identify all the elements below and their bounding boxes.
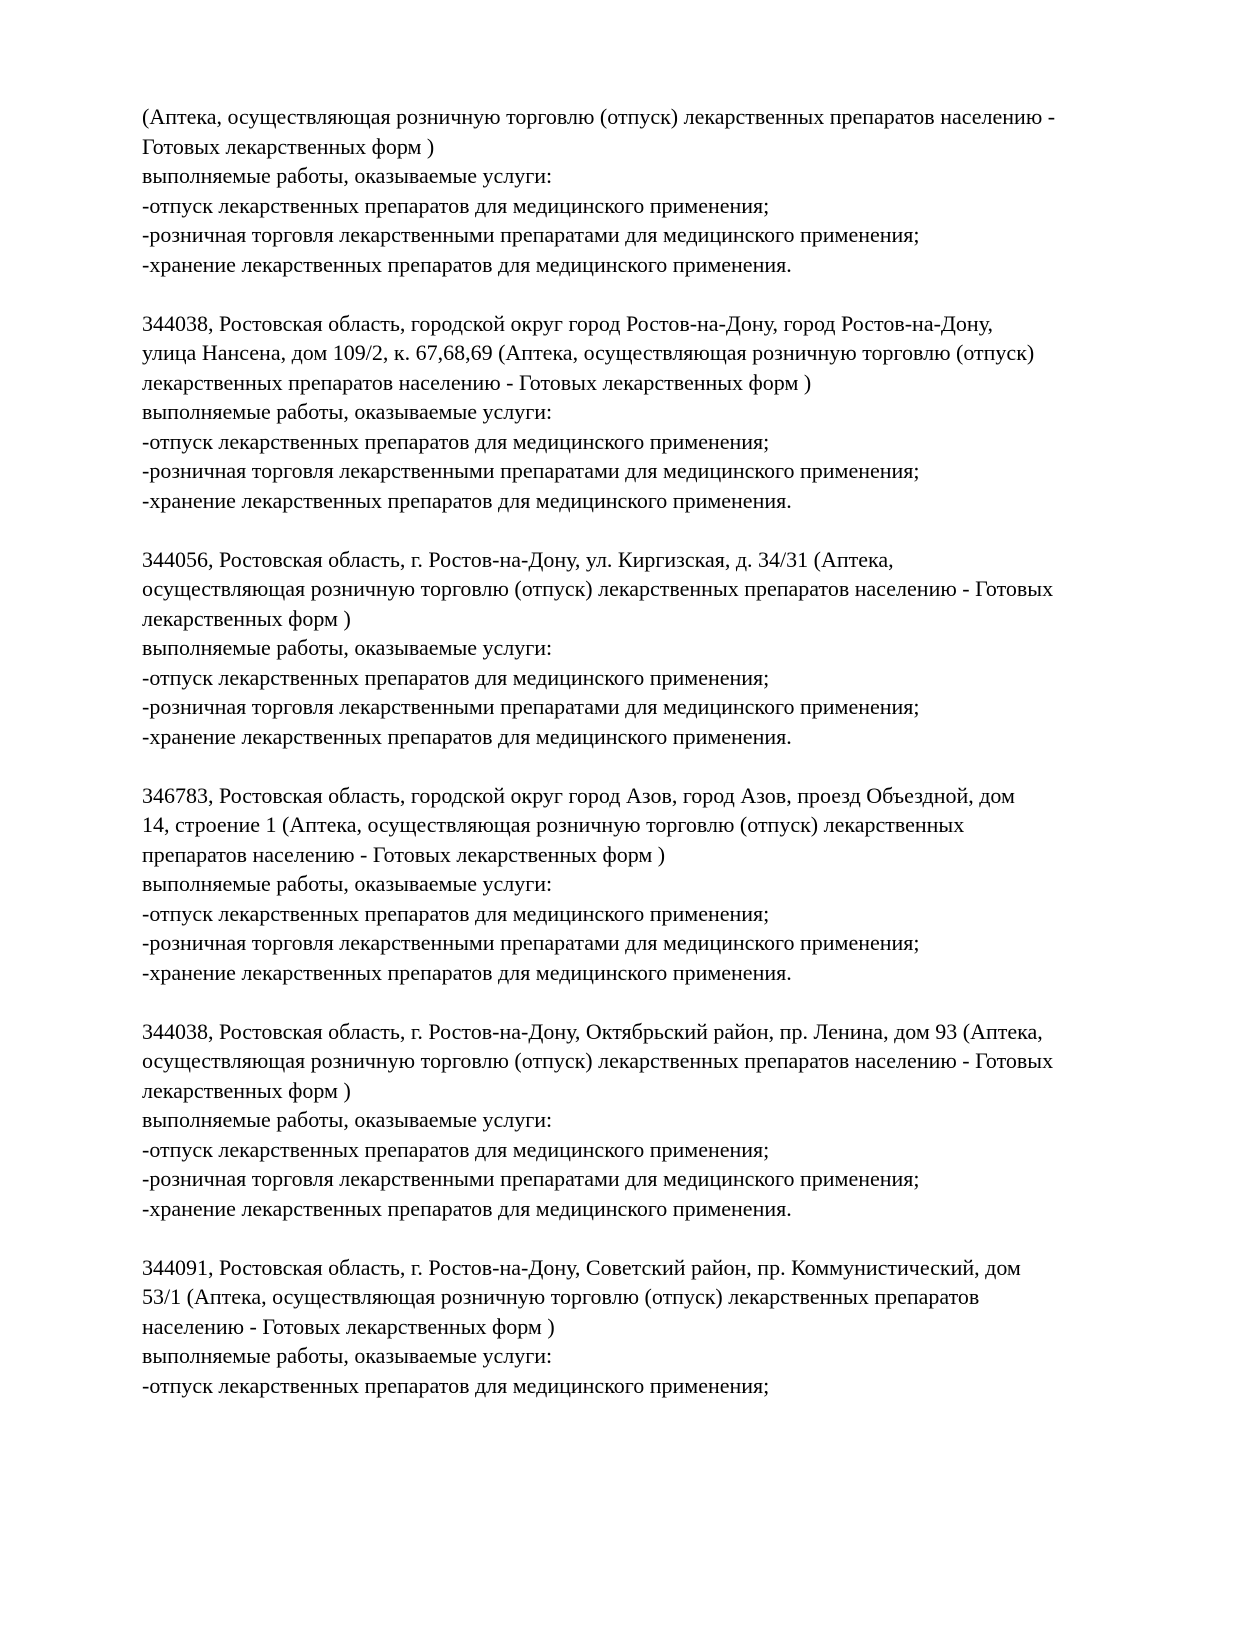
entry-line: выполняемые работы, оказываемые услуги: (142, 1107, 553, 1132)
entry-line: -хранение лекарственных препаратов для медицинского применения. (142, 1195, 792, 1221)
entry-line: -отпуск лекарственных препаратов для медицинского применения; (142, 1136, 770, 1162)
entry-line: 344056, Ростовская область, г. Ростов-на-Дону, ул. Киргизская, д. 34/31 (Аптека, (142, 546, 894, 572)
entry-line: выполняемые работы, оказываемые услуги: (142, 871, 553, 896)
entry-line: -хранение лекарственных препаратов для медицинского применения. (142, 723, 792, 749)
entry-line: -отпуск лекарственных препаратов для медицинского применения; (142, 664, 770, 690)
entry-line: -отпуск лекарственных препаратов для медицинского применения; (142, 192, 770, 218)
entry-line: -розничная торговля лекарственными препаратами для медицинского применения; (142, 222, 920, 247)
entry-line: -хранение лекарственных препаратов для медицинского применения. (142, 487, 792, 513)
pharmacy-entry-4 (142, 781, 1202, 988)
entry-line: -хранение лекарственных препаратов для медицинского применения. (142, 251, 792, 277)
entry-line: 344038, Ростовская область, г. Ростов-на-Дону, Октябрьский район, пр. Ленина, дом 93 (Аптека, (142, 1018, 1043, 1044)
pharmacy-entry-2 (142, 309, 1202, 516)
entry-line: выполняемые работы, оказываемые услуги: (142, 163, 553, 188)
entry-line: -отпуск лекарственных препаратов для медицинского применения; (142, 1372, 770, 1398)
entry-line: выполняемые работы, оказываемые услуги: (142, 399, 553, 424)
entry-line: 346783, Ростовская область, городской округ город Азов, город Азов, проезд Объездной, дом (142, 782, 1015, 808)
entry-line: препаратов населению - Готовых лекарственных форм ) (142, 841, 666, 867)
entry-line: -розничная торговля лекарственными препаратами для медицинского применения; (142, 1166, 920, 1191)
entry-line: -отпуск лекарственных препаратов для медицинского применения; (142, 428, 770, 454)
entry-line: 53/1 (Аптека, осуществляющая розничную торговлю (отпуск) лекарственных препаратов (142, 1284, 980, 1309)
entry-line: -розничная торговля лекарственными препаратами для медицинского применения; (142, 458, 920, 483)
entry-line: -розничная торговля лекарственными препаратами для медицинского применения; (142, 694, 920, 719)
pharmacy-entry-3 (142, 545, 1202, 752)
entry-line: -розничная торговля лекарственными препаратами для медицинского применения; (142, 930, 920, 955)
entry-line: выполняемые работы, оказываемые услуги: (142, 635, 553, 660)
document-body (142, 102, 1202, 1430)
pharmacy-entry-6 (142, 1253, 1202, 1401)
entry-line: лекарственных препаратов населению - Готовых лекарственных форм ) (142, 369, 812, 395)
entry-line: осуществляющая розничную торговлю (отпуск) лекарственных препаратов населению - Готовых (142, 1048, 1054, 1073)
entry-line: Готовых лекарственных форм ) (142, 133, 435, 159)
entry-line: улица Нансена, дом 109/2, к. 67,68,69 (Аптека, осуществляющая розничную торговлю (отпуск) (142, 340, 1035, 365)
pharmacy-entry-5 (142, 1017, 1202, 1224)
entry-line: осуществляющая розничную торговлю (отпуск) лекарственных препаратов населению - Готовых (142, 576, 1054, 601)
entry-line: -хранение лекарственных препаратов для медицинского применения. (142, 959, 792, 985)
pharmacy-entry-1 (142, 102, 1202, 279)
entry-line: населению - Готовых лекарственных форм ) (142, 1313, 555, 1339)
entry-line: лекарственных форм ) (142, 605, 351, 631)
entry-line: 344091, Ростовская область, г. Ростов-на-Дону, Советский район, пр. Коммунистический, дом (142, 1254, 1021, 1280)
entry-line: 344038, Ростовская область, городской округ город Ростов-на-Дону, город Ростов-на-Дону, (142, 310, 993, 336)
entry-line: -отпуск лекарственных препаратов для медицинского применения; (142, 900, 770, 926)
entry-line: лекарственных форм ) (142, 1077, 351, 1103)
entry-line: 14, строение 1 (Аптека, осуществляющая розничную торговлю (отпуск) лекарственных (142, 812, 965, 837)
entry-line: выполняемые работы, оказываемые услуги: (142, 1343, 553, 1368)
entry-line: (Аптека, осуществляющая розничную торговлю (отпуск) лекарственных препаратов населению - (142, 104, 1056, 129)
